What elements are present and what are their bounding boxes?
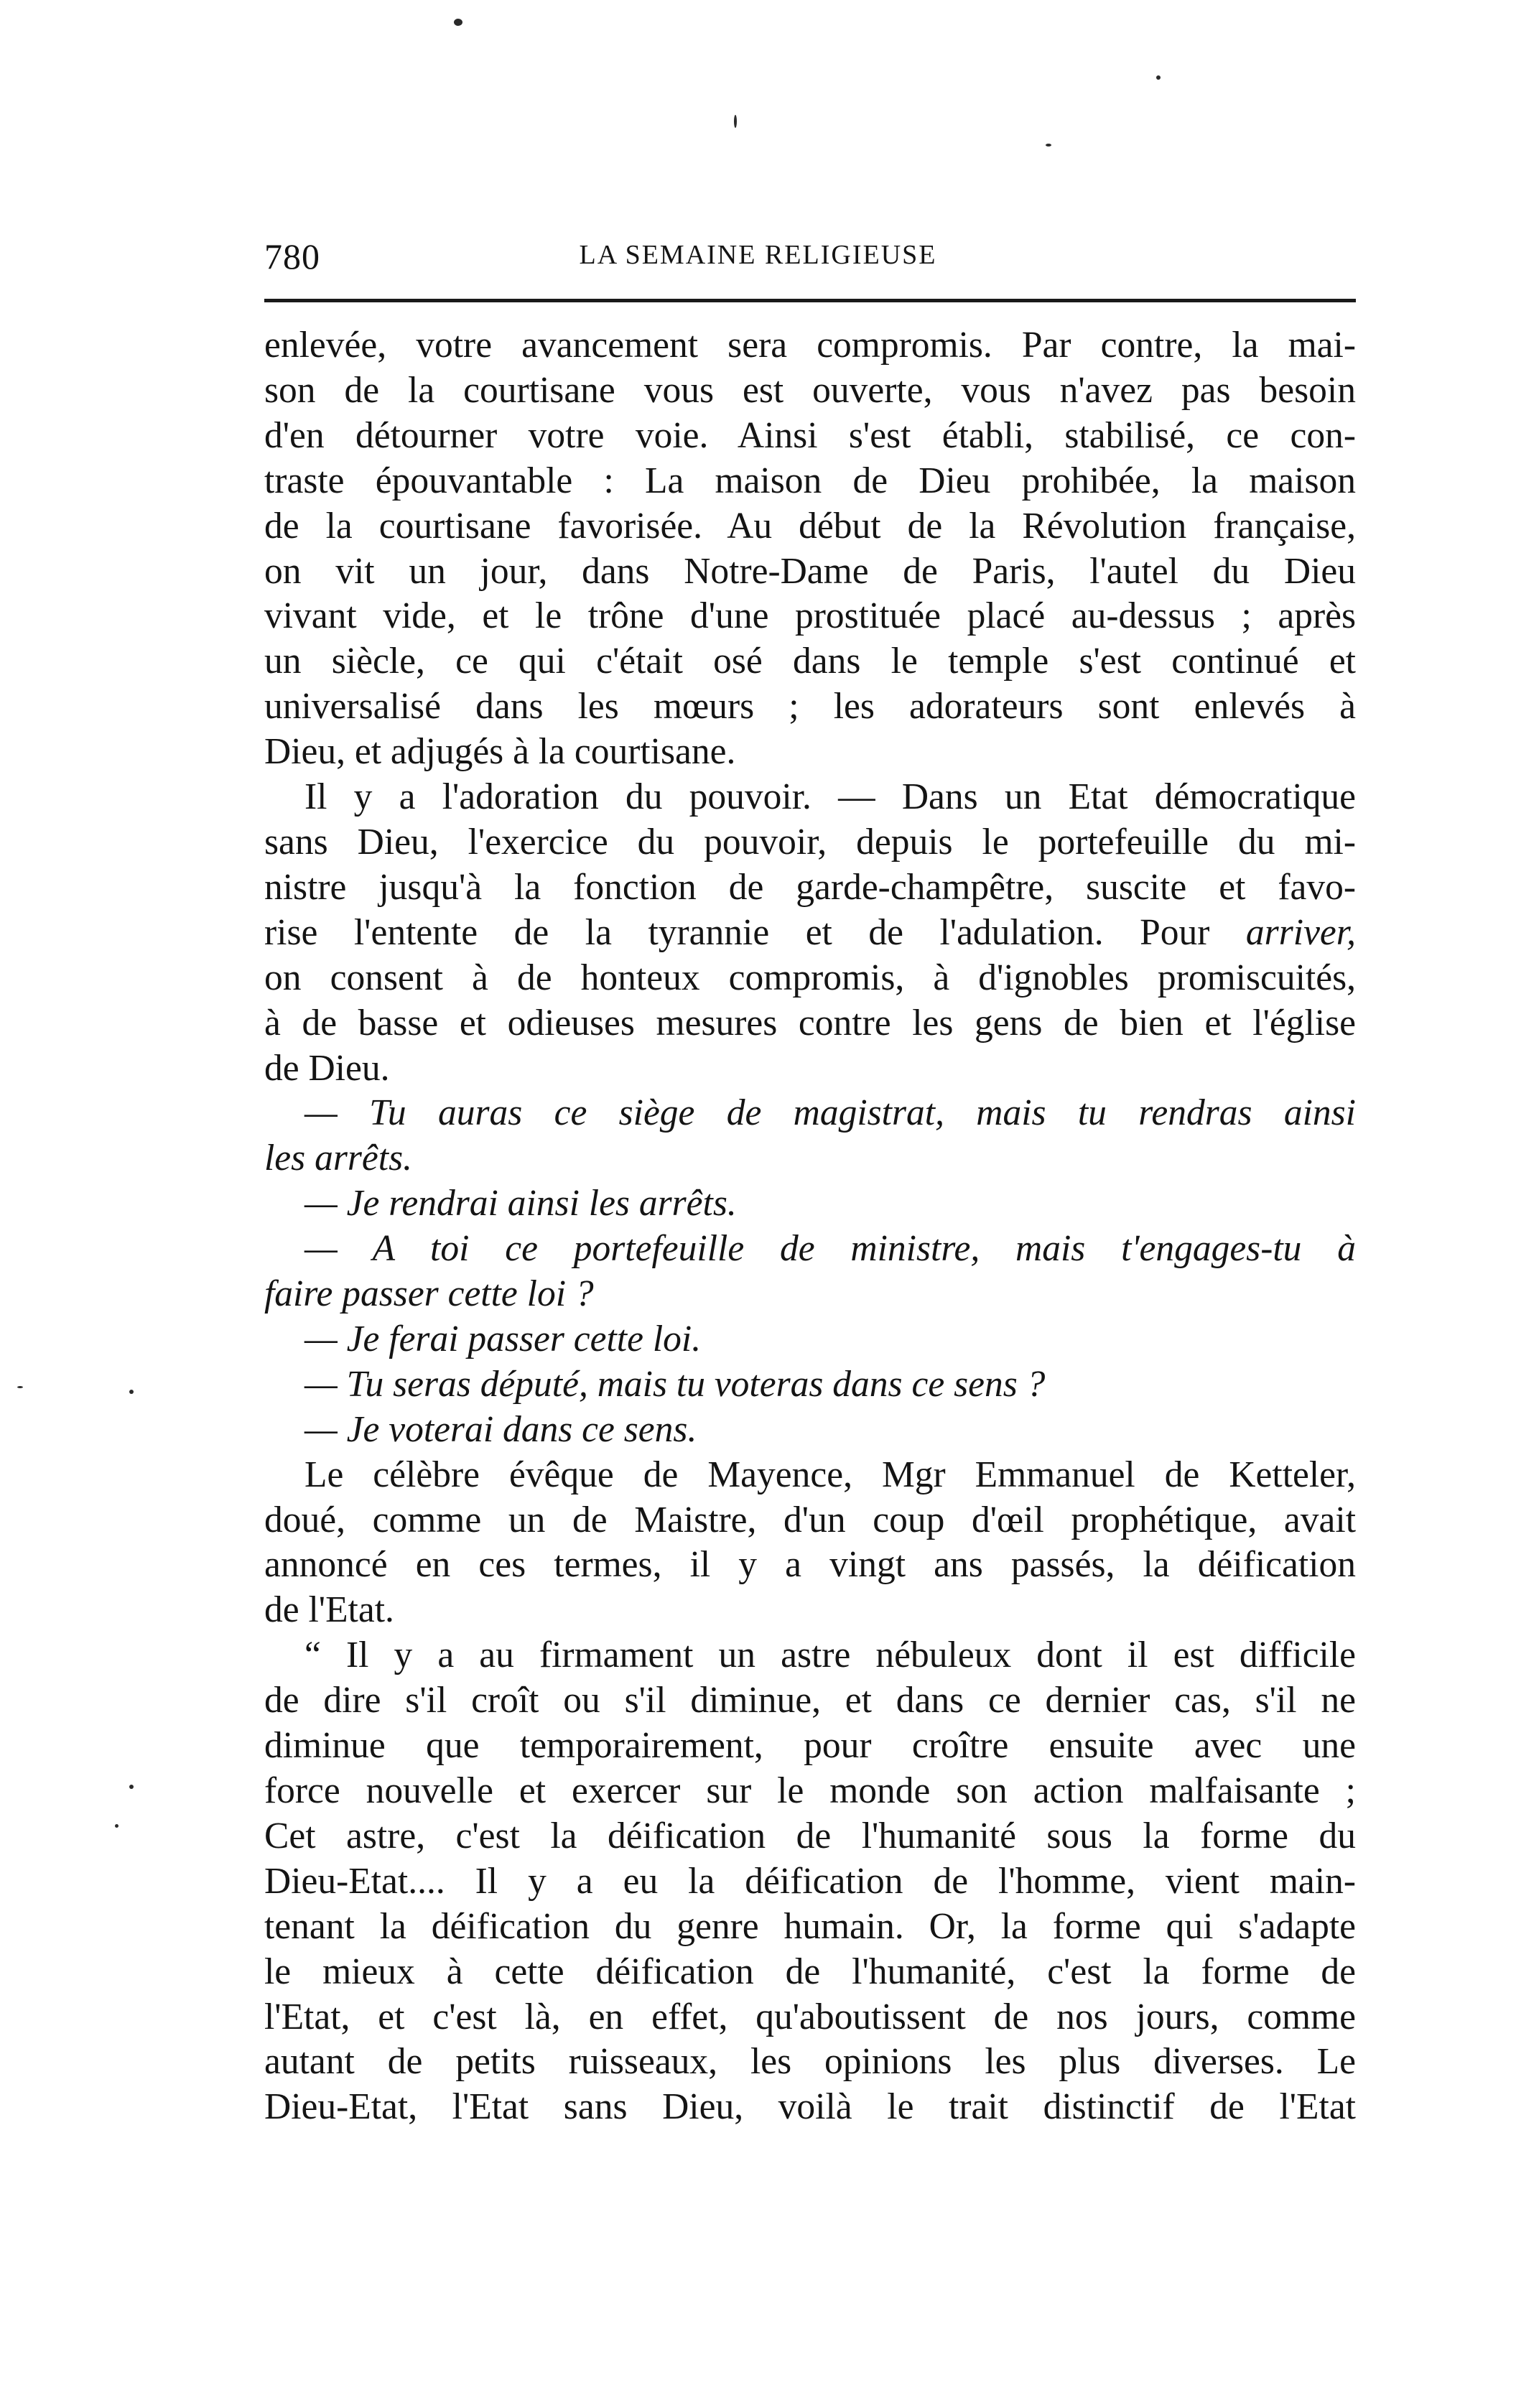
scan-speck <box>454 19 462 26</box>
dialogue-line <box>264 1227 1356 1317</box>
scan-speck <box>129 1785 134 1789</box>
scan-speck <box>129 1390 134 1394</box>
text-line: faire passer cette loi ? <box>264 1273 594 1315</box>
scan-speck <box>115 1824 118 1828</box>
text-line: Dieu, et adjugés à la courtisane. <box>264 731 736 773</box>
page-body <box>264 323 1356 2130</box>
paragraph-1 <box>264 323 1356 775</box>
quotation-paragraph <box>264 1633 1356 2130</box>
text-line: autant de petits ruisseaux, les opinions les plus diverses. Le <box>264 2041 1356 2083</box>
text-line: doué, comme un de Maistre, d'un coup d'œil prophétique, avait <box>264 1499 1356 1540</box>
text-line: de la courtisane favorisée. Au début de la Révolution française, <box>264 505 1356 547</box>
text-line: Cet astre, c'est la déification de l'humanité sous la forme du <box>264 1815 1356 1856</box>
scan-speck <box>734 115 737 128</box>
text-line: Il y a l'adoration du pouvoir. — Dans un Etat démocratique <box>304 776 1356 818</box>
text-line: enlevée, votre avancement sera compromis. Par contre, la mai- <box>264 325 1356 366</box>
text-line: — Tu seras député, mais tu voteras dans ce sens ? <box>304 1363 1046 1405</box>
text-line: vivant vide, et le trône d'une prostituée placé au-dessus ; après <box>264 595 1356 637</box>
scan-speck <box>1046 144 1051 147</box>
text-line: de Dieu. <box>264 1047 390 1089</box>
text-line-with-emphasis <box>264 911 1356 956</box>
scan-speck <box>17 1386 23 1388</box>
text-line: l'Etat, et c'est là, en effet, qu'aboutissent de nos jours, comme <box>264 1996 1356 2037</box>
text-line: Le célèbre évêque de Mayence, Mgr Emmanuel de Ketteler, <box>304 1454 1356 1495</box>
text-line: on vit un jour, dans Notre-Dame de Paris, l'autel du Dieu <box>264 550 1356 592</box>
text-line: Dieu-Etat.... Il y a eu la déification de l'homme, vient main- <box>264 1860 1356 1902</box>
page-number: 780 <box>264 236 320 276</box>
text-fragment: rise l'entente de la tyrannie et de l'adulation. Pour <box>264 911 1246 953</box>
dialogue-line <box>264 1091 1356 1181</box>
text-line: — Je voterai dans ce sens. <box>304 1408 697 1450</box>
paragraph-3 <box>264 1453 1356 1634</box>
text-line: le mieux à cette déification de l'humanité, c'est la forme de <box>264 1951 1356 1992</box>
dialogue-line <box>264 1362 1356 1408</box>
text-line: — Je ferai passer cette loi. <box>304 1318 702 1359</box>
text-line: traste épouvantable : La maison de Dieu prohibée, la maison <box>264 460 1356 501</box>
text-line: à de basse et odieuses mesures contre les gens de bien et l'église <box>264 1002 1356 1043</box>
text-line: — Tu auras ce siège de magistrat, mais tu rendras ainsi <box>304 1092 1356 1134</box>
text-line: “ Il y a au firmament un astre nébuleux dont il est difficile <box>304 1635 1356 1676</box>
text-line: — A toi ce portefeuille de ministre, mais t'engages-tu à <box>304 1228 1356 1270</box>
text-line: sans Dieu, l'exercice du pouvoir, depuis le portefeuille du mi- <box>264 821 1356 863</box>
text-line: — Je rendrai ainsi les arrêts. <box>304 1183 737 1224</box>
emphasis-word: arriver, <box>1245 911 1356 953</box>
text-line: universalisé dans les mœurs ; les adorateurs sont enlevés à <box>264 686 1356 727</box>
dialogue-line <box>264 1317 1356 1362</box>
text-line: un siècle, ce qui c'était osé dans le temple s'est continué et <box>264 641 1356 682</box>
scan-speck <box>1156 75 1161 80</box>
dialogue-line <box>264 1408 1356 1453</box>
text-line: d'en détourner votre voie. Ainsi s'est établi, stabilisé, ce con- <box>264 414 1356 456</box>
text-line: tenant la déification du genre humain. Or, la forme qui s'adapte <box>264 1905 1356 1947</box>
text-line: on consent à de honteux compromis, à d'ignobles promiscuités, <box>264 957 1356 998</box>
text-line: Dieu-Etat, l'Etat sans Dieu, voilà le trait distinctif de l'Etat <box>264 2086 1356 2128</box>
text-line: son de la courtisane vous est ouverte, vous n'avez pas besoin <box>264 369 1356 411</box>
text-line: de l'Etat. <box>264 1589 394 1631</box>
text-line: diminue que temporairement, pour croître ensuite avec une <box>264 1725 1356 1767</box>
text-line: de dire s'il croît ou s'il diminue, et dans ce dernier cas, s'il ne <box>264 1680 1356 1721</box>
text-line: nistre jusqu'à la fonction de garde-champêtre, suscite et favo- <box>264 866 1356 908</box>
text-line: annoncé en ces termes, il y a vingt ans passés, la déification <box>264 1544 1356 1586</box>
text-line: les arrêts. <box>264 1138 412 1179</box>
running-title: LA SEMAINE RELIGIEUSE <box>579 240 937 270</box>
header-rule <box>264 299 1356 302</box>
dialogue-line <box>264 1181 1356 1227</box>
text-line: force nouvelle et exercer sur le monde son action malfaisante ; <box>264 1770 1356 1811</box>
paragraph-2 <box>264 775 1356 1091</box>
